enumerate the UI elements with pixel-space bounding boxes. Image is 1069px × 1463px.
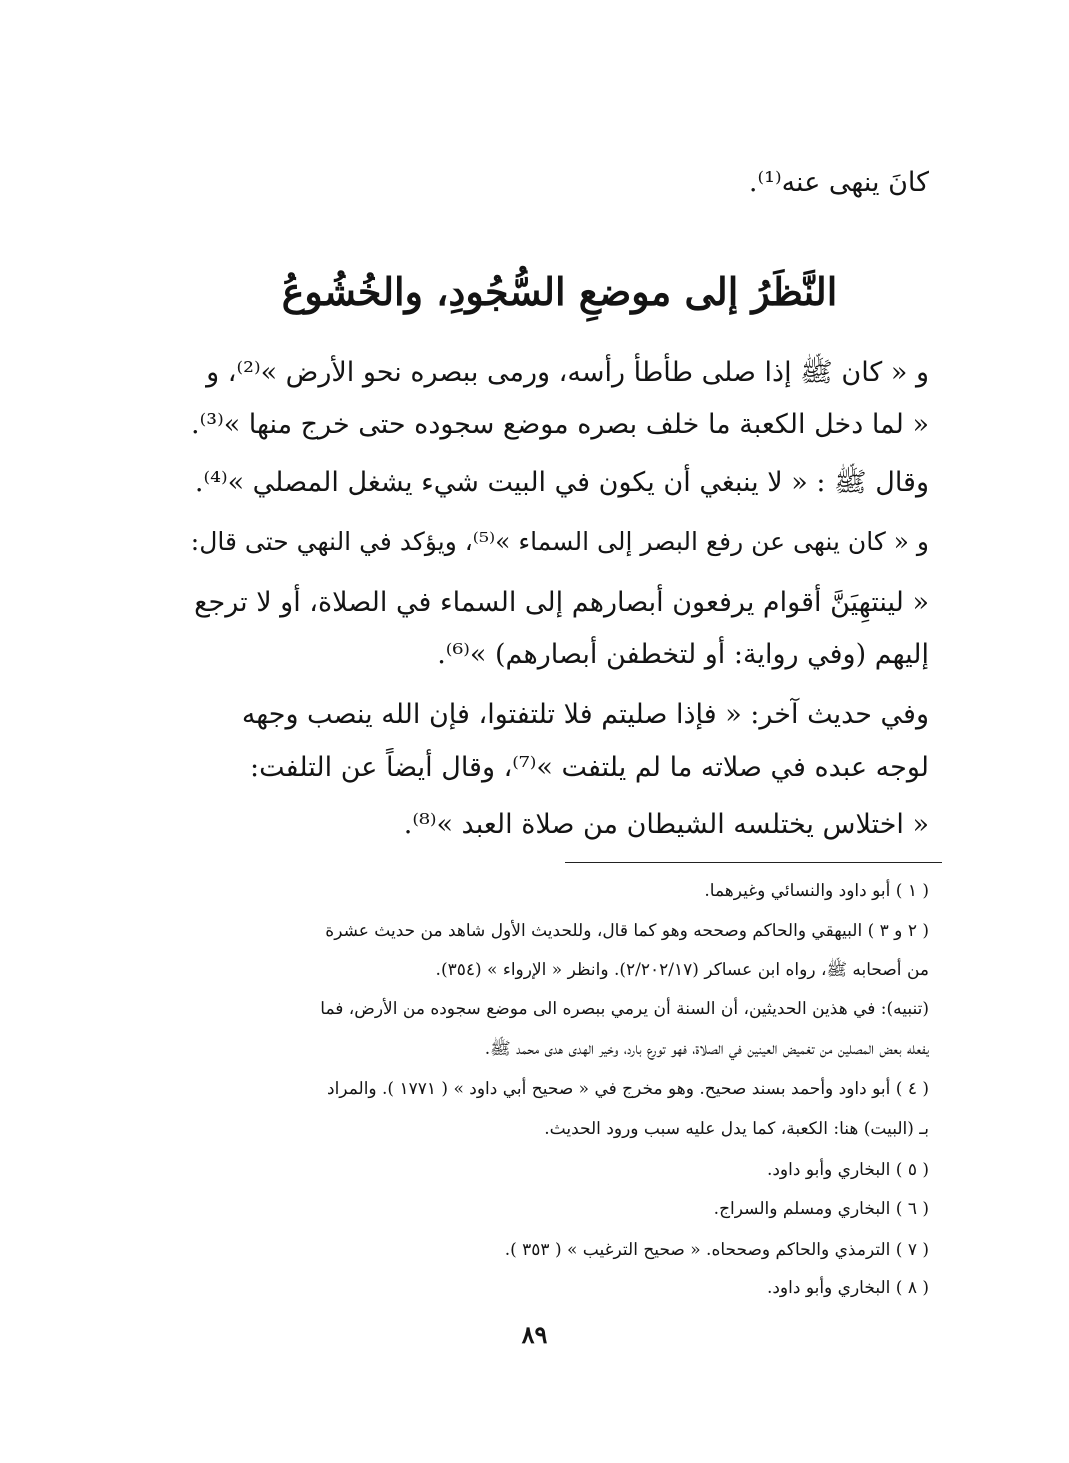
section-title: النَّظَرُ إلى موضعِ السُّجُودِ، والخُشُوعُ	[281, 269, 838, 314]
footnote-line: بـ (البيت) هنا: الكعبة، كما يدل عليه سبب ورود الحديث.	[544, 1119, 929, 1139]
text-line: وفي حديث آخر: « فإذا صليتم فلا تلتفتوا، فإن الله ينصب وجهه	[241, 699, 929, 730]
footnote-line: من أصحابه ﷺ، رواه ابن عساكر (٢/٢٠٢/١٧). وانظر « الإرواء » (٣٥٤).	[435, 960, 929, 980]
text-line: « لينتهِيَنَّ أقوام يرفعون أبصارهم إلى السماء في الصلاة، أو لا ترجع	[194, 587, 929, 618]
footnote-line: ( ٥ ) البخاري وأبو داود.	[766, 1160, 929, 1180]
footnote-line: ( ٢ و ٣ ) البيهقي والحاكم وصححه وهو كما قال، وللحديث الأول شاهد من حديث عشرة	[325, 921, 929, 941]
footnote-line: يفعله بعض المصلين من تغميض العينين في الصلاة، فهو تورع بارد، وخير الهدى هدى محمد ﷺ.	[484, 1039, 929, 1059]
footnote-line: ( ٨ ) البخاري وأبو داود.	[766, 1278, 929, 1298]
footnote-line: ( ١ ) أبو داود والنسائي وغيرهما.	[704, 881, 929, 901]
footnote-separator	[565, 862, 942, 863]
text-line: وقال ﷺ : « لا ينبغي أن يكون في البيت شيء يشغل المصلي »⁽⁴⁾.	[194, 467, 929, 498]
text-line: إليهم (وفي رواية: أو لتخطفن أبصارهم) »⁽⁶⁾.	[437, 639, 929, 670]
text-line: « اختلاس يختلسه الشيطان من صلاة العبد »⁽⁸⁾.	[403, 809, 929, 840]
text-line-continuation: كانَ ينهى عنه⁽¹⁾.	[748, 167, 929, 198]
text-line: و « كان ينهى عن رفع البصر إلى السماء »⁽⁵⁾، ويؤكد في النهي حتى قال:	[190, 527, 929, 556]
page-number: ٨٩	[521, 1320, 548, 1349]
footnote-line: (تنبيه): في هذين الحديثين، أن السنة أن يرمي ببصره الى موضع سجوده من الأرض، فما	[320, 999, 929, 1019]
text-line: و « كان ﷺ إذا صلى طأطأ رأسه، ورمى ببصره نحو الأرض »⁽²⁾، و	[206, 357, 929, 388]
footnote-line: ( ٧ ) الترمذي والحاكم وصححاه. « صحيح الترغيب » ( ٣٥٣ ).	[504, 1240, 929, 1260]
footnote-line: ( ٤ ) أبو داود وأحمد بسند صحيح. وهو مخرج في « صحيح أبي داود » ( ١٧٧١ ). والمراد	[327, 1079, 929, 1099]
footnote-line: ( ٦ ) البخاري ومسلم والسراج.	[713, 1199, 929, 1219]
text-line: « لما دخل الكعبة ما خلف بصره موضع سجوده حتى خرج منها »⁽³⁾.	[191, 409, 929, 440]
text-line: لوجه عبده في صلاته ما لم يلتفت »⁽⁷⁾، وقال أيضاً عن التلفت:	[250, 752, 929, 783]
